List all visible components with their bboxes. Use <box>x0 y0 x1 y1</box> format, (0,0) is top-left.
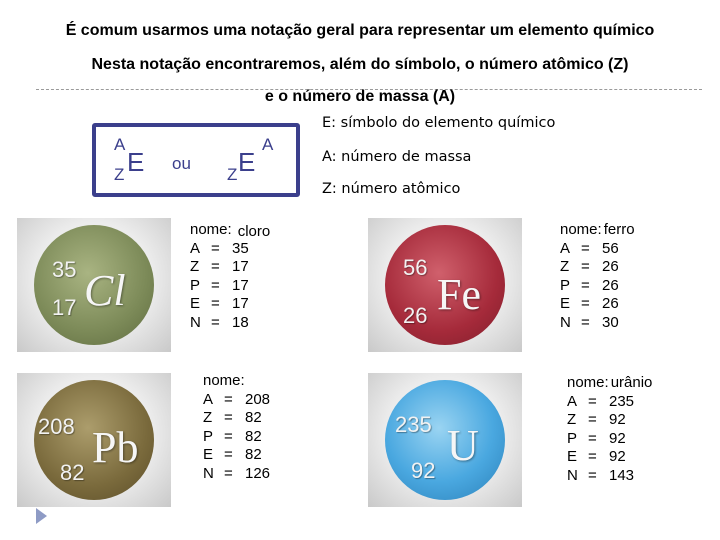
left-mass-letter: A <box>114 135 126 154</box>
name-label: nome: <box>567 374 609 391</box>
chlorine-ball <box>34 225 154 345</box>
info-row: N = 143 <box>567 466 635 484</box>
name-row <box>190 221 270 240</box>
uranium-symbol: U <box>447 421 479 470</box>
definition-mass-number: A: número de massa <box>322 149 472 165</box>
chlorine-atomic-number: 17 <box>52 295 77 320</box>
left-atomic-letter: Z <box>114 165 125 184</box>
heading-line-1: É comum usarmos uma notação geral para representar um elemento químico <box>65 22 655 39</box>
name-row <box>567 374 652 393</box>
info-row: N = 30 <box>560 313 619 331</box>
iron-info <box>560 221 635 332</box>
info-row: A = 56 <box>560 239 619 257</box>
uranium-ball <box>385 380 505 500</box>
iron-tile <box>368 218 522 352</box>
name-label: nome: <box>203 372 245 389</box>
info-row: N = 126 <box>203 464 271 482</box>
element-name: cloro <box>237 223 271 240</box>
iron-atomic-number: 26 <box>403 303 428 328</box>
info-row: P = 92 <box>567 429 626 447</box>
notation-box <box>92 123 300 197</box>
info-row: P = 26 <box>560 276 619 294</box>
info-row: E = 26 <box>560 295 619 312</box>
info-row: A = 208 <box>203 390 271 408</box>
info-row: E = 82 <box>203 446 262 463</box>
name-label: nome: <box>190 221 232 238</box>
name-row <box>560 221 635 240</box>
info-row: A = 35 <box>190 239 249 257</box>
iron-ball <box>385 225 505 345</box>
notation-formula <box>96 127 296 193</box>
name-label: nome: <box>560 221 602 238</box>
uranium-info <box>567 374 652 485</box>
info-row: Z = 26 <box>560 258 619 275</box>
lead-atomic-number: 82 <box>60 460 85 485</box>
info-row: P = 82 <box>203 427 262 445</box>
info-row: Z = 82 <box>203 409 262 426</box>
left-symbol-letter: E <box>127 147 145 177</box>
lead-tile <box>17 373 171 507</box>
uranium-mass-number: 235 <box>395 412 432 437</box>
chlorine-mass-number: 35 <box>52 257 77 282</box>
chlorine-info <box>190 221 270 332</box>
connector-ou: ou <box>172 154 191 173</box>
definition-atomic-number: Z: número atômico <box>322 181 461 197</box>
uranium-tile <box>368 373 522 507</box>
definition-symbol: E: símbolo do elemento químico <box>322 115 556 131</box>
info-row: Z = 92 <box>567 411 626 428</box>
lead-info <box>203 372 270 483</box>
right-mass-letter: A <box>262 135 274 154</box>
info-row: Z = 17 <box>190 258 249 275</box>
iron-symbol: Fe <box>437 270 481 319</box>
next-slide-arrow-icon[interactable] <box>36 508 47 524</box>
element-name: ferro <box>603 221 635 238</box>
info-row: A = 235 <box>567 392 635 410</box>
info-row: N = 18 <box>190 313 249 331</box>
heading-line-2: Nesta notação encontraremos, além do símbolo, o número atômico (Z) <box>91 56 629 73</box>
info-row: E = 17 <box>190 295 249 312</box>
right-symbol-letter: E <box>238 147 256 177</box>
lead-mass-number: 208 <box>38 414 75 439</box>
info-row: E = 92 <box>567 448 626 465</box>
name-row <box>203 372 270 391</box>
iron-mass-number: 56 <box>403 255 428 280</box>
uranium-atomic-number: 92 <box>411 458 436 483</box>
lead-symbol: Pb <box>92 423 139 472</box>
heading-line-3: e o número de massa (A) <box>264 88 456 105</box>
right-atomic-letter: Z <box>227 165 238 184</box>
chlorine-symbol: Cl <box>84 266 126 315</box>
element-name: urânio <box>610 374 653 391</box>
chlorine-tile <box>17 218 171 352</box>
lead-ball <box>34 380 154 500</box>
info-row: P = 17 <box>190 276 249 294</box>
